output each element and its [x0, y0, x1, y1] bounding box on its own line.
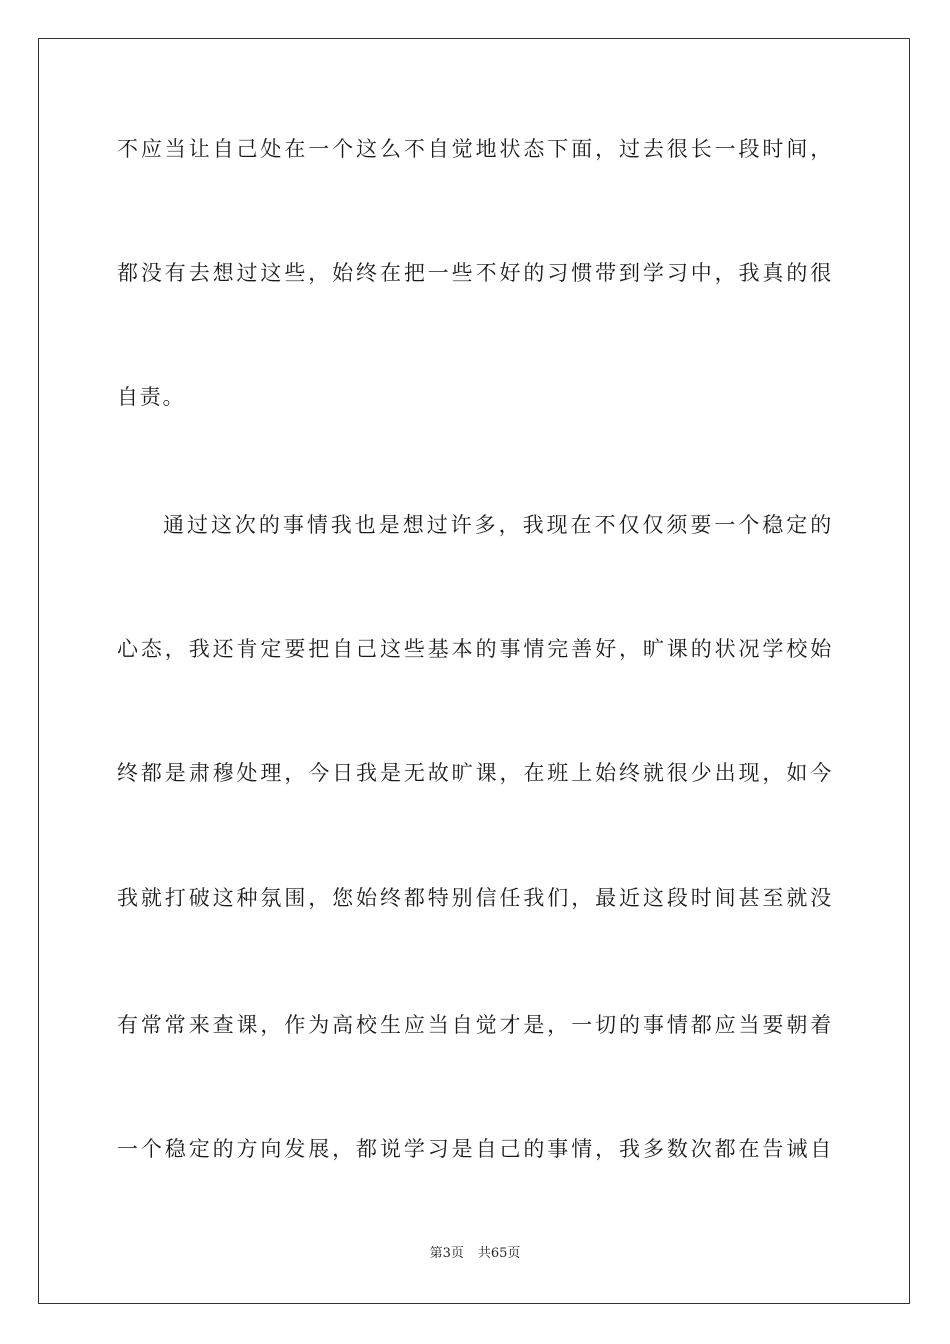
paragraph-line-9: 一个稳定的方向发展，都说学习是自己的事情，我多数次都在告诫自 — [117, 1137, 833, 1161]
page-total: 共65页 — [477, 1246, 521, 1261]
page-number: 第3页 — [429, 1246, 464, 1261]
page-footer — [0, 1245, 950, 1263]
paragraph-line-7: 我就打破这种氛围，您始终都特别信任我们，最近这段时间甚至就没 — [117, 886, 833, 910]
paragraph-line-2: 都没有去想过这些，始终在把一些不好的习惯带到学习中，我真的很 — [117, 261, 833, 285]
paragraph-line-5: 心态，我还肯定要把自己这些基本的事情完善好，旷课的状况学校始 — [117, 637, 833, 661]
paragraph-line-6: 终都是肃穆处理，今日我是无故旷课，在班上始终就很少出现，如今 — [117, 761, 833, 785]
paragraph-line-1: 不应当让自己处在一个这么不自觉地状态下面，过去很长一段时间， — [117, 137, 833, 161]
paragraph-line-8: 有常常来查课，作为高校生应当自觉才是，一切的事情都应当要朝着 — [117, 1013, 833, 1037]
paragraph-line-3: 自责。 — [117, 385, 186, 409]
paragraph-line-4: 通过这次的事情我也是想过许多，我现在不仅仅须要一个稳定的 — [163, 513, 833, 537]
page-border — [38, 38, 910, 1304]
